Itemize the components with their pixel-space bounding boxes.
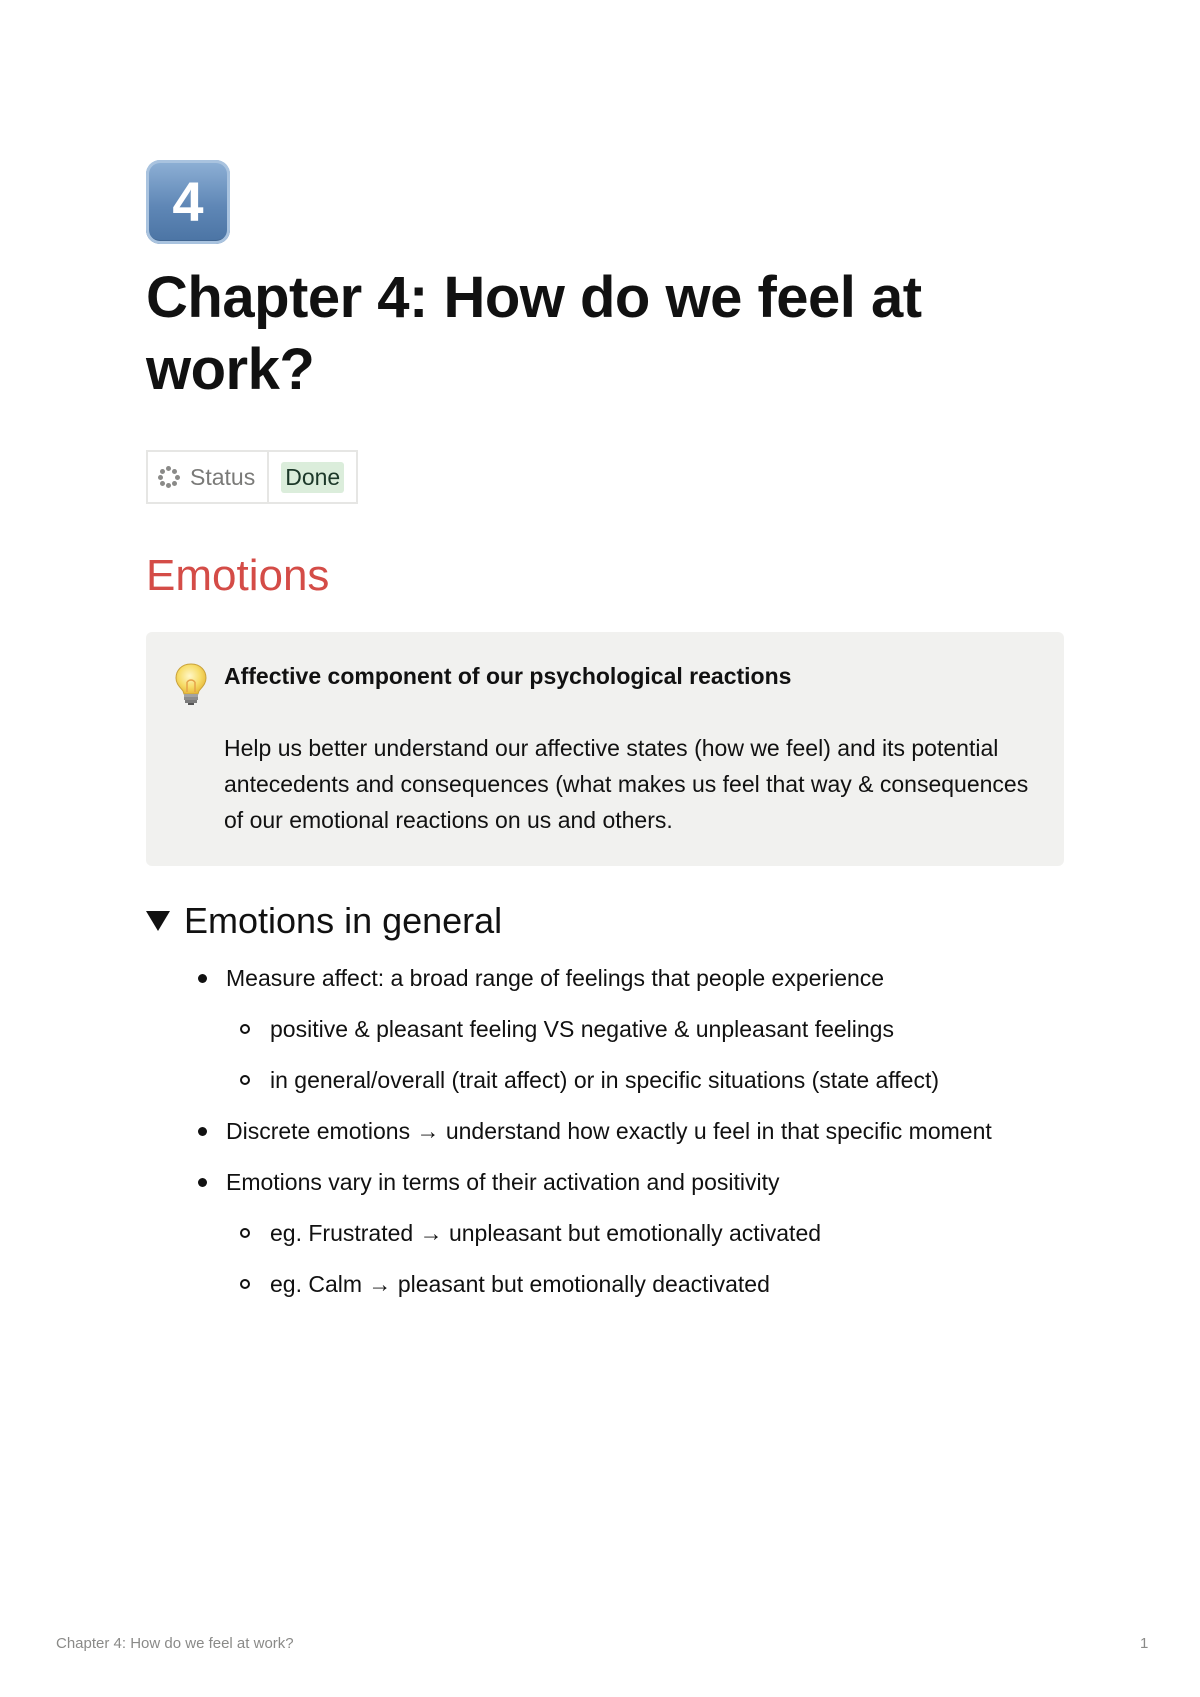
sub-list-item-text: in general/overall (trait affect) or in specific situations (state affect) xyxy=(270,1067,940,1093)
page-icon-number: 4 xyxy=(172,170,204,233)
status-label: Status xyxy=(190,463,256,490)
footer-page-number: 1 xyxy=(1140,1635,1149,1652)
sub-bullet-list xyxy=(226,1215,1064,1302)
sub-list-item-text: eg. Calm → pleasant but emotionally deactivated xyxy=(270,1271,770,1297)
callout-text: Help us better understand our affective states (how we feel) and its potential antecedents and consequences (what makes us feel that way & consequences of our emotional reactions on us and others. xyxy=(224,735,1029,833)
bullet-ring-icon xyxy=(240,1228,250,1238)
status-property-value[interactable] xyxy=(269,452,356,502)
status-badge: Done xyxy=(281,462,344,493)
list-item xyxy=(194,1113,1064,1149)
sub-list-item xyxy=(238,1011,1064,1047)
bullet-ring-icon xyxy=(240,1279,250,1289)
sub-list-item-text: positive & pleasant feeling VS negative & unpleasant feelings xyxy=(270,1016,894,1042)
list-item xyxy=(194,1164,1064,1302)
list-item-text: Discrete emotions → understand how exactly u feel in that specific moment xyxy=(226,1118,992,1144)
bullet-dot-icon xyxy=(198,974,207,983)
page-content xyxy=(146,160,1064,1317)
bullet-ring-icon xyxy=(240,1024,250,1034)
lightbulb-icon[interactable] xyxy=(174,658,224,838)
sub-bullet-list xyxy=(226,1011,1064,1098)
bullet-ring-icon xyxy=(240,1075,250,1085)
status-property-name[interactable] xyxy=(148,452,269,502)
bullet-list xyxy=(146,960,1064,1302)
list-item-text: Emotions vary in terms of their activation and positivity xyxy=(226,1169,780,1195)
toggle-triangle-icon[interactable] xyxy=(146,911,170,931)
toggle-heading-text: Emotions in general xyxy=(184,900,503,941)
sub-list-item xyxy=(238,1215,1064,1251)
bullet-dot-icon xyxy=(198,1127,207,1136)
page-title: Chapter 4: How do we feel at work? xyxy=(146,265,922,402)
bullet-dot-icon xyxy=(198,1178,207,1187)
keycap-four-icon[interactable] xyxy=(146,160,230,244)
callout-block xyxy=(146,632,1064,866)
toggle-heading-emotions-in-general[interactable] xyxy=(146,898,1064,944)
list-item xyxy=(194,960,1064,1098)
sub-list-item-text: eg. Frustrated → unpleasant but emotionally activated xyxy=(270,1220,822,1246)
sub-list-item xyxy=(238,1266,1064,1302)
properties-table xyxy=(146,450,358,504)
section-heading-emotions: Emotions xyxy=(146,551,330,600)
status-spinner-icon xyxy=(158,466,180,488)
footer-title: Chapter 4: How do we feel at work? xyxy=(56,1635,294,1652)
list-item-text: Measure affect: a broad range of feelings that people experience xyxy=(226,965,885,991)
sub-list-item xyxy=(238,1062,1064,1098)
callout-heading: Affective component of our psychological reactions xyxy=(224,663,792,689)
callout-body xyxy=(224,658,1034,838)
